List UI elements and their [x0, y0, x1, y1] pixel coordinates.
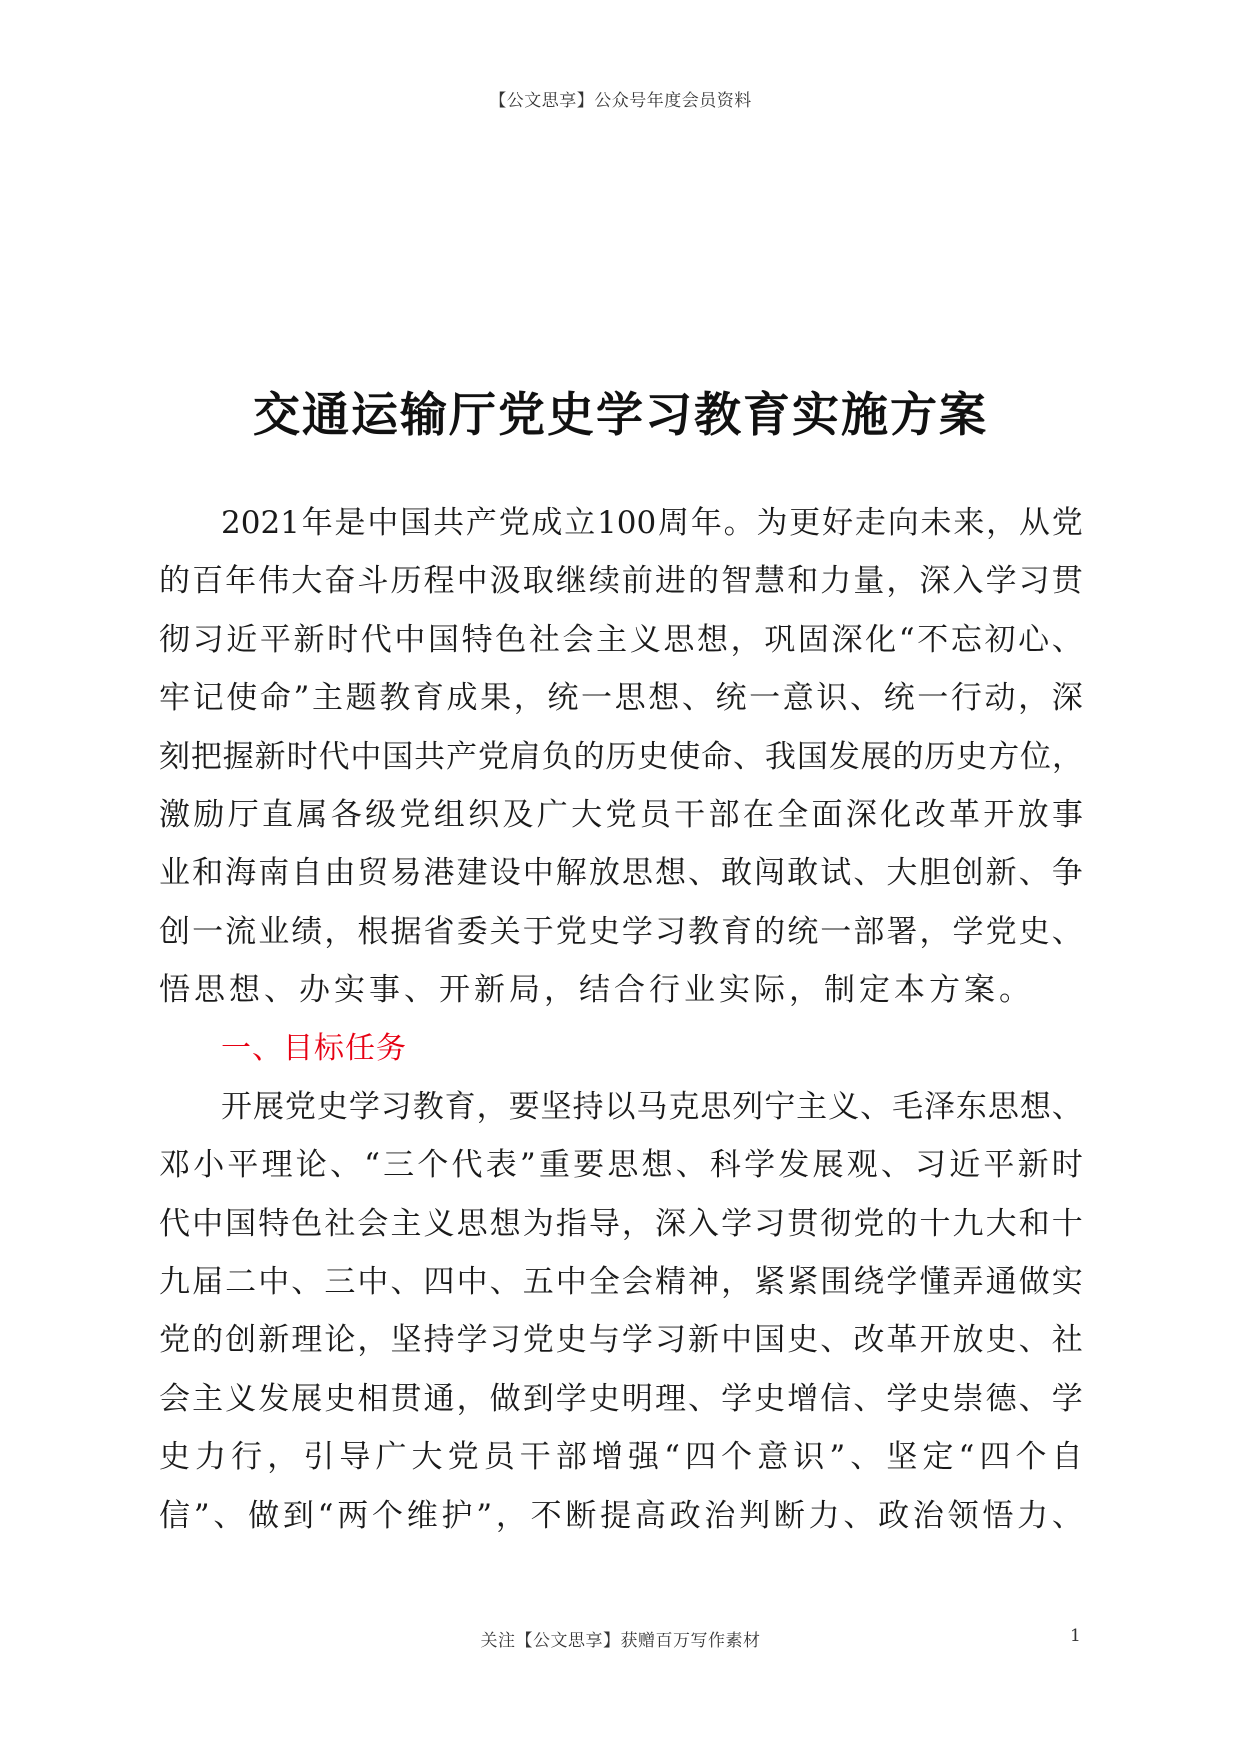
paragraph-line: 激 励 厅 直 属 各 级 党 组 织 及 广 大 党 员 干 部 在 全 面 深 化 改 革 开 放 事 — [159, 796, 1083, 833]
page-header: 【公文思享】公众号年度会员资料 — [489, 91, 752, 111]
page-footer: 关注【公文思享】获赠百万写作素材 — [480, 1631, 761, 1651]
document-body — [159, 494, 1083, 1545]
paragraph-line: 代 中 国 特 色 社 会 主 义 思 想 为 指 导 ， 深 入 学 习 贯 彻 党 的 十 九 大 和 十 — [159, 1205, 1083, 1242]
paragraph-line: 党 的 创 新 理 论 ， 坚 持 学 习 党 史 与 学 习 新 中 国 史 、 改 革 开 放 史 、 社 — [159, 1322, 1083, 1359]
paragraph-line: 信 ” 、 做 到 “ 两 个 维 护 ” ， 不 断 提 高 政 治 判 断 力 、 政 治 领 悟 力 、 — [159, 1497, 1083, 1534]
paragraph-line: 创 一 流 业 绩 ， 根 据 省 委 关 于 党 史 学 习 教 育 的 统 一 部 署 ， 学 党 史 、 — [159, 913, 1083, 950]
paragraph-line: 九 届 二 中 、 三 中 、 四 中 、 五 中 全 会 精 神 ， 紧 紧 围 绕 学 懂 弄 通 做 实 — [159, 1264, 1083, 1301]
paragraph-intro — [159, 494, 1083, 1020]
paragraph-goals — [159, 1078, 1083, 1545]
paragraph-line: 邓 小 平 理 论 、 “ 三 个 代 表 ” 重 要 思 想 、 科 学 发 展 观 、 习 近 平 新 时 — [159, 1147, 1083, 1184]
paragraph-line: 业 和 海 南 自 由 贸 易 港 建 设 中 解 放 思 想 、 敢 闯 敢 试 、 大 胆 创 新 、 争 — [159, 855, 1083, 892]
paragraph-line: 牢 记 使 命 ” 主 题 教 育 成 果 ， 统 一 思 想 、 统 一 意 识 、 统 一 行 动 ， 深 — [159, 680, 1083, 717]
document-title: 交通运输厅党史学习教育实施方案 — [253, 388, 988, 443]
paragraph-line: 开 展 党 史 学 习 教 育 ， 要 坚 持 以 马 克 思 列 宁 主 义 、 毛 泽 东 思 想 、 — [221, 1088, 1083, 1125]
paragraph-line: 刻 把 握 新 时 代 中 国 共 产 党 肩 负 的 历 史 使 命 、 我 国 发 展 的 历 史 方 位 ， — [159, 738, 1083, 775]
paragraph-line: 2021 年 是 中 国 共 产 党 成 立 100 周 年 。 为 更 好 走 向 未 来 ， 从 党 — [221, 505, 1083, 541]
paragraph-line: 的 百 年 伟 大 奋 斗 历 程 中 汲 取 继 续 前 进 的 智 慧 和 力 量 ， 深 入 学 习 贯 — [159, 563, 1083, 600]
section-heading: 一、目标任务 — [221, 1030, 407, 1066]
paragraph-line: 彻 习 近 平 新 时 代 中 国 特 色 社 会 主 义 思 想 ， 巩 固 深 化 “ 不 忘 初 心 、 — [159, 621, 1083, 658]
page-number: 1 — [1070, 1626, 1081, 1646]
paragraph-line: 悟思想、办实事、开新局，结合行业实际，制定本方案。 — [159, 972, 1034, 1009]
paragraph-line: 史 力 行 ， 引 导 广 大 党 员 干 部 增 强 “ 四 个 意 识 ” 、 坚 定 “ 四 个 自 — [159, 1439, 1083, 1476]
paragraph-line: 会 主 义 发 展 史 相 贯 通 ， 做 到 学 史 明 理 、 学 史 增 信 、 学 史 崇 德 、 学 — [159, 1380, 1083, 1417]
